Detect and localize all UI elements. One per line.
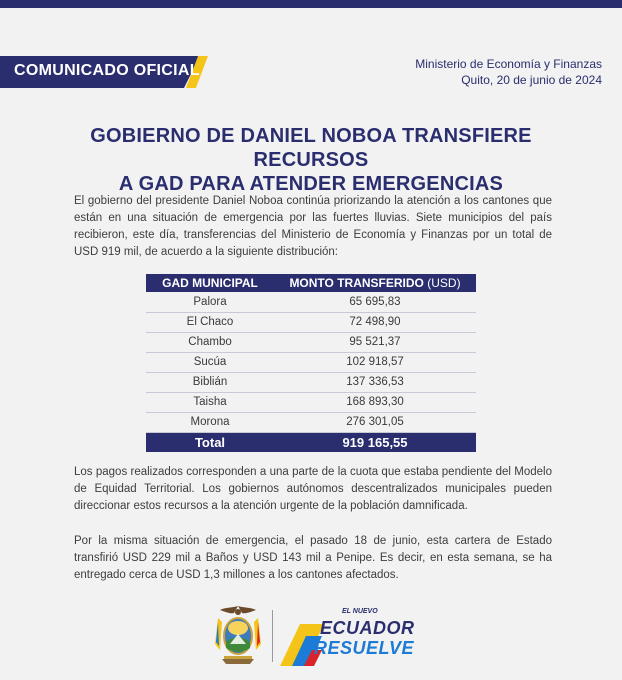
amount-cell: 137 336,53 (274, 372, 476, 392)
table-header-row (146, 274, 476, 292)
logo-line-1: ECUADOR (320, 618, 415, 638)
table-row (146, 372, 476, 392)
headline-line-1: GOBIERNO DE DANIEL NOBOA TRANSFIERE RECURSOS (90, 125, 532, 171)
gad-cell: Biblián (146, 372, 274, 392)
column-header-gad: GAD MUNICIPAL (146, 274, 274, 292)
column-header-unit: (USD) (427, 276, 461, 290)
headline (40, 124, 582, 196)
footer-logos (0, 598, 622, 680)
table-row (146, 412, 476, 432)
gad-cell: Sucúa (146, 352, 274, 372)
table-row (146, 352, 476, 372)
amount-cell: 168 893,30 (274, 392, 476, 412)
table-total-row (146, 432, 476, 452)
intro-paragraph: El gobierno del presidente Daniel Noboa continúa priorizando la atención a los cantones que están en una situación de emergencia por las fuertes lluvias. Siete municipios del país recibieron, este día, transferencias del Ministerio de Economía y Finanzas por un total de USD 919 mil, de acuerdo a la siguiente distribución: (74, 195, 552, 258)
dateline: Quito, 20 de junio de 2024 (461, 73, 602, 87)
gad-cell: Chambo (146, 332, 274, 352)
headline-line-2: A GAD PARA ATENDER EMERGENCIAS (118, 173, 504, 195)
column-header-monto-label: MONTO TRANSFERIDO (289, 276, 424, 290)
ministry-block (415, 56, 602, 88)
logo-line-2: RESUELVE (314, 638, 415, 658)
ministry-name: Ministerio de Economía y Finanzas (415, 57, 602, 71)
logo-divider (272, 610, 273, 662)
distribution-table (146, 274, 476, 452)
badge-label: COMUNICADO OFICIAL (14, 62, 200, 79)
gad-cell: El Chaco (146, 312, 274, 332)
amount-cell: 65 695,83 (274, 292, 476, 312)
el-nuevo-ecuador-logo (278, 606, 415, 672)
top-bar (0, 0, 622, 8)
amount-cell: 102 918,57 (274, 352, 476, 372)
table-row (146, 292, 476, 312)
second-paragraph: Los pagos realizados corresponden a una parte de la cuota que estaba pendiente del Modelo de Equidad Territorial. Los gobiernos autónomos descentralizados municipales pueden direccionar estos recursos a la atención urgente de la población damnificada. (74, 466, 552, 512)
amount-cell: 95 521,37 (274, 332, 476, 352)
gad-cell: Morona (146, 412, 274, 432)
logo-small-text: EL NUEVO (342, 608, 378, 615)
total-label: Total (146, 432, 274, 452)
gad-cell: Taisha (146, 392, 274, 412)
coat-of-arms-icon (212, 604, 264, 670)
gad-cell: Palora (146, 292, 274, 312)
total-value: 919 165,55 (274, 432, 476, 452)
table-row (146, 392, 476, 412)
table-row (146, 312, 476, 332)
column-header-monto (274, 274, 476, 292)
table-row (146, 332, 476, 352)
amount-cell: 72 498,90 (274, 312, 476, 332)
official-badge (0, 56, 210, 88)
third-paragraph: Por la misma situación de emergencia, el pasado 18 de junio, esta cartera de Estado transfirió USD 229 mil a Baños y USD 143 mil a Penipe. Es decir, en esta semana, se ha entregado cerca de USD 1,3 millones a los cantones afectados. (74, 535, 552, 581)
amount-cell: 276 301,05 (274, 412, 476, 432)
